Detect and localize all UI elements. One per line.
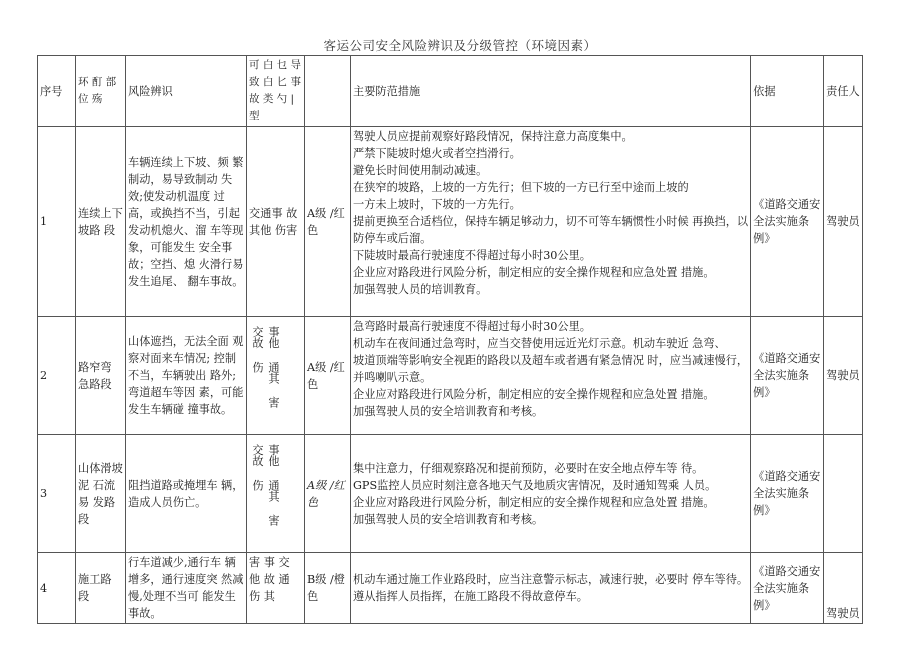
measure-line: 遵从指挥人员指挥，在施工路段不得故意停车。 [353, 590, 588, 603]
measure-line: GPS监控人员应时刻注意各地天气及地质灾害情况，及时通知驾乘 人员。 [353, 478, 717, 492]
row-level: A级 /红色 [305, 435, 351, 553]
measure-line: 急弯路时最高行驶速度不得超过每小时30公里。 [353, 320, 591, 333]
header-risk: 风险辨识 [126, 56, 247, 127]
row-level: A级 /红色 [305, 127, 351, 317]
measure-line: 避免长时间使用制动减速。 [353, 164, 488, 177]
row-accident-type: 交通事 故其他 伤害 [247, 127, 305, 317]
row-risk: 车辆连续上下坡、频 繁制动，易导致制动 失效;使发动机温度 过高，或换挡不当，引起发动机熄火、溜 车等现象，可能发生 安全事故；空挡、熄 火滑行易发生追尾、 翻车事故。 [126, 127, 247, 317]
measure-line: 企业应对路段进行风险分析，制定相应的安全操作规程和应急处置 措施。 [353, 266, 715, 279]
measure-line: 加强驾驶人员的安全培训教育和考核。 [353, 512, 544, 526]
table-row [38, 553, 863, 624]
row-location: 路窄弯 急路段 [76, 317, 126, 435]
measure-line: 严禁下陡坡时熄火或者空挡滑行。 [353, 147, 521, 160]
table-row [38, 317, 863, 435]
accident-type-text: 事他 通其 害 交故 伤 [251, 443, 280, 526]
document-title: 客运公司安全风险辨识及分级管控（环境因素） [323, 38, 597, 53]
row-number: 1 [38, 127, 76, 317]
row-measures [351, 317, 751, 435]
row-responsible: 驾驶员 [824, 127, 863, 317]
measure-line: 机动车通过施工作业路段时，应当注意警示标志，减速行驶，必要时 停车等待。 [353, 573, 749, 586]
measure-line: 加强驾驶人员的安全培训教育和考核。 [353, 405, 544, 418]
row-number: 3 [38, 435, 76, 553]
measure-line: 集中注意力，仔细观察路况和提前预防，必要时在安全地点停车等 待。 [353, 461, 704, 475]
row-responsible: 驾驶员 [824, 553, 863, 624]
row-basis: 《道路交通安全法实施条例》 [751, 553, 824, 624]
accident-type-text: 事他 通其 害 交故 伤 [251, 325, 280, 408]
row-location: 施工路 段 [76, 553, 126, 624]
measure-line: 坡道顶端等影响安全视距的路段以及超车或者遇有紧急情况 时，应当减速慢行，并鸣喇叭示意。 [353, 354, 749, 384]
row-measures [351, 553, 751, 624]
row-basis: 《道路交通安全法实施条例》 [751, 317, 824, 435]
row-responsible [824, 435, 863, 553]
header-basis: 依据 [751, 56, 824, 127]
measure-line: 企业应对路段进行风险分析，制定相应的安全操作规程和应急处置 措施。 [353, 495, 715, 509]
row-location: 山体滑坡泥 石流易 发路段 [76, 435, 126, 553]
row-basis: 《道路交通安全法实施条例》 [751, 435, 824, 553]
header-location: 环 酊 部 位 殇 [76, 56, 126, 127]
risk-table [37, 55, 863, 624]
measure-line: 在狭窄的坡路，上坡的一方先行；但下坡的一方已行至中途而上坡的 [353, 181, 689, 194]
row-risk: 行车道减少,通行车 辆增多，通行速度突 然减慢,处理不当可 能发生事故。 [126, 553, 247, 624]
measure-line: 提前更换至合适档位，保持车辆足够动力，切不可等车辆惯性小时候 再换挡，以防停车或后溜。 [353, 215, 749, 245]
header-no: 序号 [38, 56, 76, 127]
header-row [38, 56, 863, 127]
row-accident-type [247, 435, 305, 553]
measure-line: 一方未上坡时，下坡的一方先行。 [353, 198, 521, 211]
row-location: 连续上下坡路 段 [76, 127, 126, 317]
row-level: B级 /橙色 [305, 553, 351, 624]
header-responsible: 责任人 [824, 56, 863, 127]
table-row [38, 435, 863, 553]
header-measures: 主要防范措施 [351, 56, 751, 127]
row-accident-type [247, 317, 305, 435]
table-row [38, 127, 863, 317]
row-number: 4 [38, 553, 76, 624]
row-number: 2 [38, 317, 76, 435]
row-risk: 山体遮挡，无法全面 观察对面来车情况; 控制不当，车辆驶出 路外;弯道超车等因 素，可能发生车辆碰 撞事故。 [126, 317, 247, 435]
row-accident-type: 害 事 交 他 故 通 伤 其 [247, 553, 305, 624]
measure-line: 驾驶人员应提前观察好路段情况，保持注意力高度集中。 [353, 130, 633, 143]
row-level: A级 /红色 [305, 317, 351, 435]
row-basis: 《道路交通安全法实施条例》 [751, 127, 824, 317]
row-responsible: 驾驶员 [824, 317, 863, 435]
row-measures [351, 435, 751, 553]
measure-line: 机动车在夜间通过急弯时，应当交替使用远近光灯示意。机动车驶近 急弯、 [353, 337, 726, 350]
measure-line: 下陡坡时最高行驶速度不得超过每小时30公里。 [353, 249, 591, 262]
header-accident-type: 可 白 乜 导 致 白 匕 事 故 类 勺 | 型 [247, 56, 305, 127]
header-level [305, 56, 351, 127]
row-measures [351, 127, 751, 317]
row-risk: 阻挡道路或掩埋车 辆，造成人员伤亡。 [126, 435, 247, 553]
measure-line: 企业应对路段进行风险分析，制定相应的安全操作规程和应急处置 措施。 [353, 388, 715, 401]
measure-line: 加强驾驶人员的培训教育。 [353, 283, 488, 296]
